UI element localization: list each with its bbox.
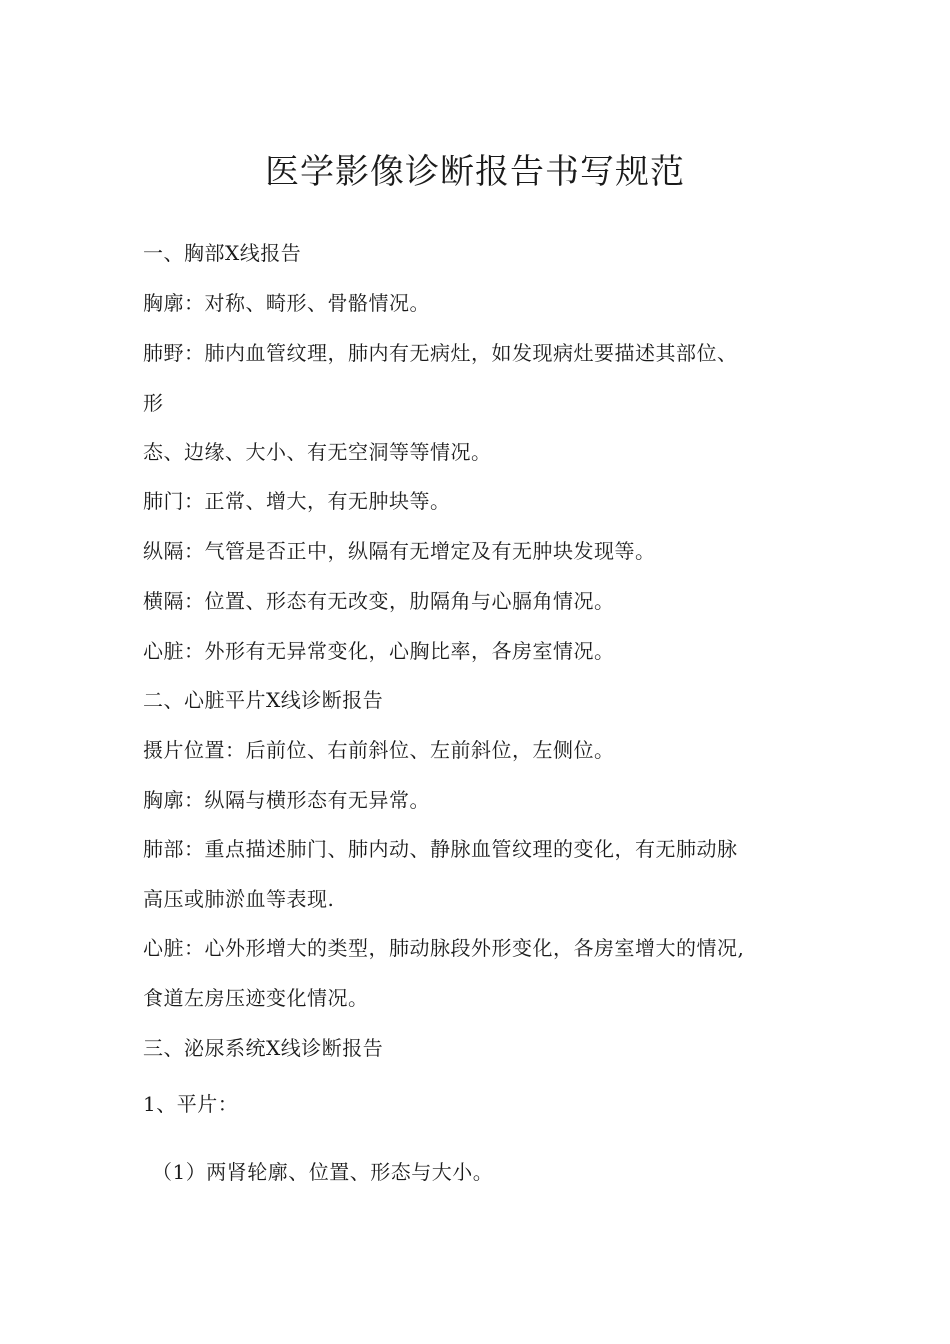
text-line: 高压或肺淤血等表现. <box>143 887 335 911</box>
document-title: 医学影像诊断报告书写规范 <box>265 152 685 192</box>
subsection-heading-plain-film: 1、平片： <box>143 1092 239 1116</box>
text-line: 纵隔：气管是否正中，纵隔有无增定及有无肿块发现等。 <box>143 539 656 563</box>
text-line: 形 <box>143 391 164 415</box>
text-line: 横隔：位置、形态有无改变，肋隔角与心膈角情况。 <box>143 589 615 613</box>
text-line: 食道左房压迹变化情况。 <box>143 986 369 1010</box>
text-line: 摄片位置：后前位、右前斜位、左前斜位，左侧位。 <box>143 738 615 762</box>
section-heading-chest-xray: 一、胸部X线报告 <box>143 241 302 265</box>
section-heading-heart-xray: 二、心脏平片X线诊断报告 <box>143 688 384 712</box>
text-line: 态、边缘、大小、有无空洞等等情况。 <box>143 440 492 464</box>
text-line: 心脏：心外形增大的类型，肺动脉段外形变化，各房室增大的情况, <box>143 936 745 960</box>
text-line: 肺野：肺内血管纹理，肺内有无病灶，如发现病灶要描述其部位、 <box>143 341 738 365</box>
text-line: 胸廓：对称、畸形、骨骼情况。 <box>143 291 430 315</box>
text-line: 胸廓：纵隔与横形态有无异常。 <box>143 788 430 812</box>
section-heading-urinary-xray: 三、泌尿系统X线诊断报告 <box>143 1036 384 1060</box>
text-line: 肺门：正常、增大，有无肿块等。 <box>143 489 451 513</box>
text-line: 心脏：外形有无异常变化，心胸比率，各房室情况。 <box>143 639 615 663</box>
text-line: 肺部：重点描述肺门、肺内动、静脉血管纹理的变化，有无肺动脉 <box>143 837 738 861</box>
list-item: （1）两肾轮廓、位置、形态与大小。 <box>152 1160 494 1184</box>
